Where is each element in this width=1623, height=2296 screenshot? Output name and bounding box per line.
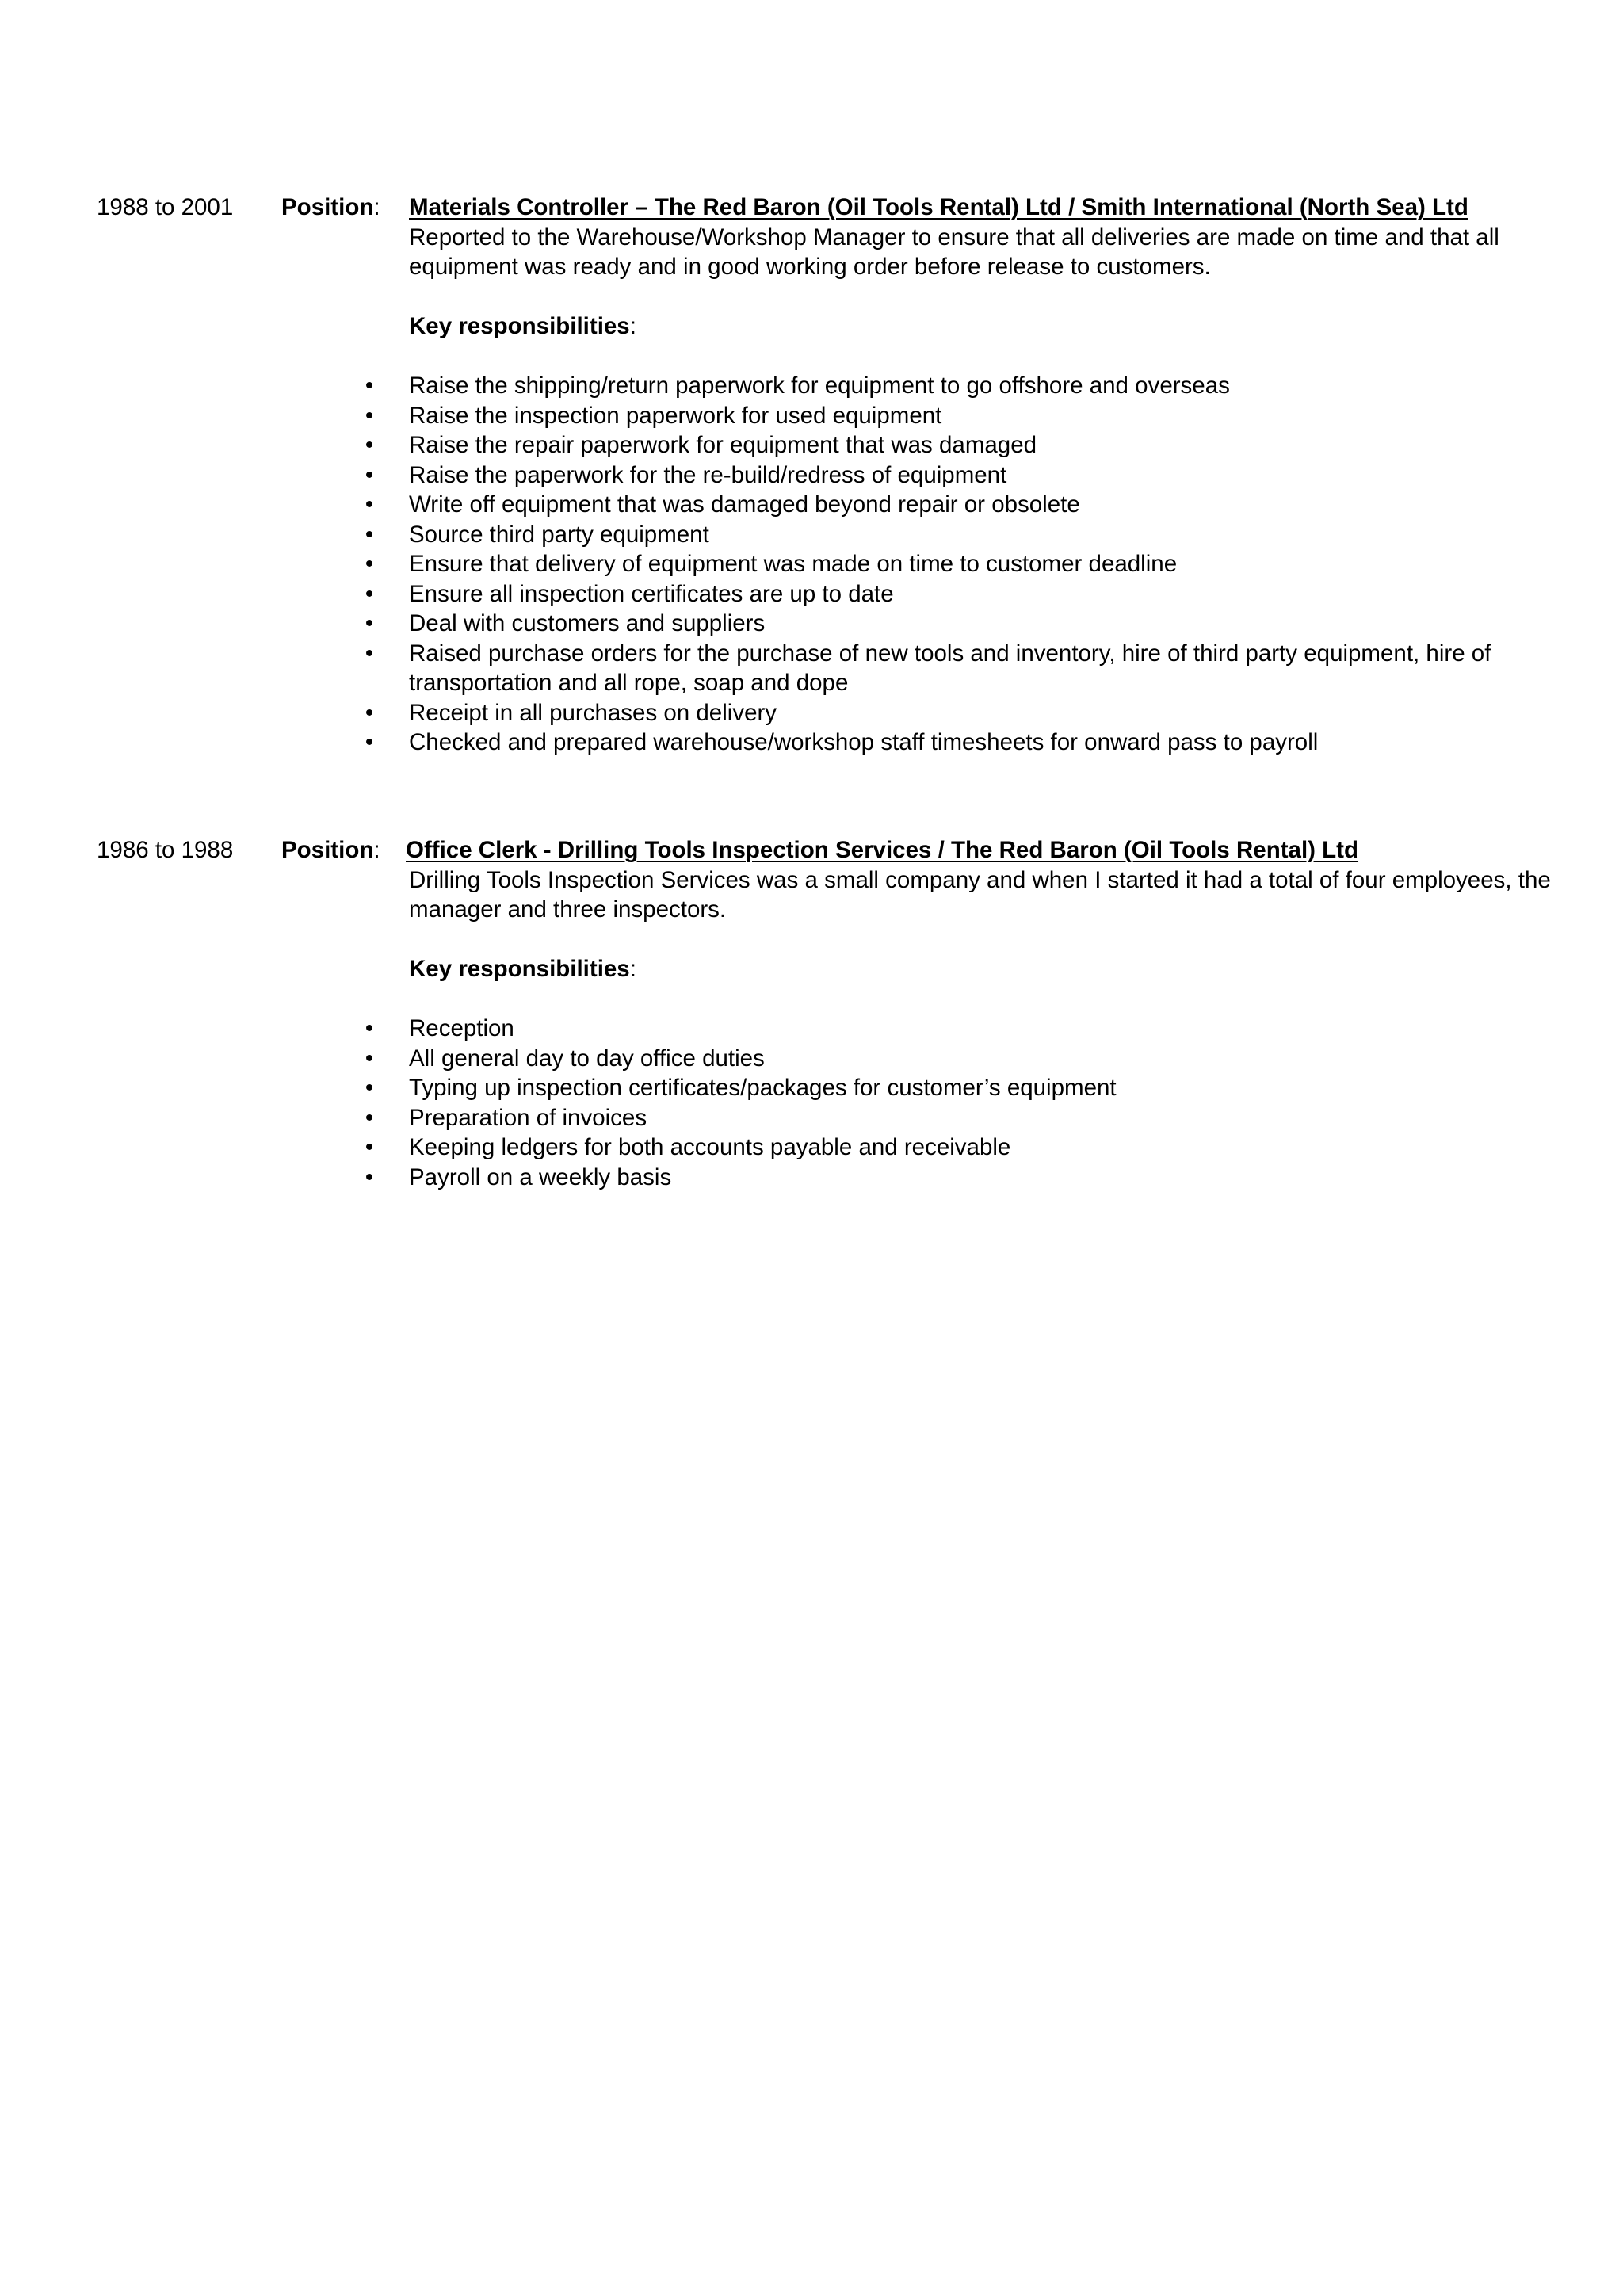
bullet-icon: •	[365, 1075, 374, 1101]
bullet-icon: •	[365, 1045, 374, 1072]
list-item: • Deal with customers and suppliers	[409, 609, 1566, 639]
bullet-icon: •	[365, 521, 374, 548]
bullet-icon: •	[365, 1134, 374, 1160]
list-item: • Checked and prepared warehouse/workshop staff timesheets for onward pass to payroll	[409, 728, 1566, 758]
list-item: • Receipt in all purchases on delivery	[409, 698, 1566, 728]
bullet-icon: •	[365, 491, 374, 518]
bullet-icon: •	[365, 640, 374, 667]
list-item: • Keeping ledgers for both accounts payable and receivable	[409, 1133, 1566, 1163]
bullet-icon: •	[365, 372, 374, 399]
list-item: • Raise the inspection paperwork for used equipment	[409, 401, 1566, 431]
key-responsibilities-heading: Key responsibilities:	[409, 313, 636, 339]
list-item: • Write off equipment that was damaged beyond repair or obsolete	[409, 490, 1566, 520]
employment-dates: 1988 to 2001	[97, 194, 234, 220]
bullet-icon: •	[365, 402, 374, 429]
bullet-icon: •	[365, 1163, 374, 1190]
list-item: • Typing up inspection certificates/packages for customer’s equipment	[409, 1073, 1566, 1103]
bullet-icon: •	[365, 1015, 374, 1041]
bullet-icon: •	[365, 729, 374, 755]
list-item: • Source third party equipment	[409, 520, 1566, 550]
bullet-icon: •	[365, 699, 374, 726]
responsibilities-list	[365, 371, 1566, 758]
list-item: • Payroll on a weekly basis	[409, 1163, 1566, 1193]
entry-body	[365, 865, 1566, 1193]
job-title: Office Clerk - Drilling Tools Inspection Services / The Red Baron (Oil Tools Rental) Ltd	[406, 837, 1359, 863]
list-item: • Reception	[409, 1014, 1566, 1044]
job-summary: Drilling Tools Inspection Services was a small company and when I started it had a total of four employees, the manager and three inspectors.	[409, 866, 1551, 923]
responsibilities-list	[365, 1014, 1566, 1192]
entry-body	[365, 223, 1566, 758]
job-title: Materials Controller – The Red Baron (Oil Tools Rental) Ltd / Smith International (North Sea) Ltd	[409, 194, 1468, 220]
list-item: • Preparation of invoices	[409, 1103, 1566, 1133]
bullet-icon: •	[365, 551, 374, 577]
list-item: • Raise the paperwork for the re-build/redress of equipment	[409, 460, 1566, 491]
bullet-icon: •	[365, 432, 374, 458]
bullet-icon: •	[365, 580, 374, 607]
bullet-icon: •	[365, 1104, 374, 1131]
job-summary: Reported to the Warehouse/Workshop Manager to ensure that all deliveries are made on time and that all equipment was ready and in good working order before release to customers.	[409, 223, 1499, 280]
bullet-icon: •	[365, 461, 374, 488]
list-item: • Raise the shipping/return paperwork for equipment to go offshore and overseas	[409, 371, 1566, 401]
list-item: • Raise the repair paperwork for equipment that was damaged	[409, 430, 1566, 460]
position-label: Position:	[281, 194, 380, 220]
position-label: Position:	[281, 837, 380, 863]
bullet-icon: •	[365, 610, 374, 636]
list-item: • All general day to day office duties	[409, 1044, 1566, 1074]
list-item: • Raised purchase orders for the purchase of new tools and inventory, hire of third party equipment, hire of transportation and all rope, soap and dope	[409, 639, 1566, 698]
list-item: • Ensure that delivery of equipment was made on time to customer deadline	[409, 549, 1566, 579]
key-responsibilities-heading: Key responsibilities:	[409, 956, 636, 982]
list-item: • Ensure all inspection certificates are up to date	[409, 579, 1566, 609]
employment-dates: 1986 to 1988	[97, 837, 234, 863]
